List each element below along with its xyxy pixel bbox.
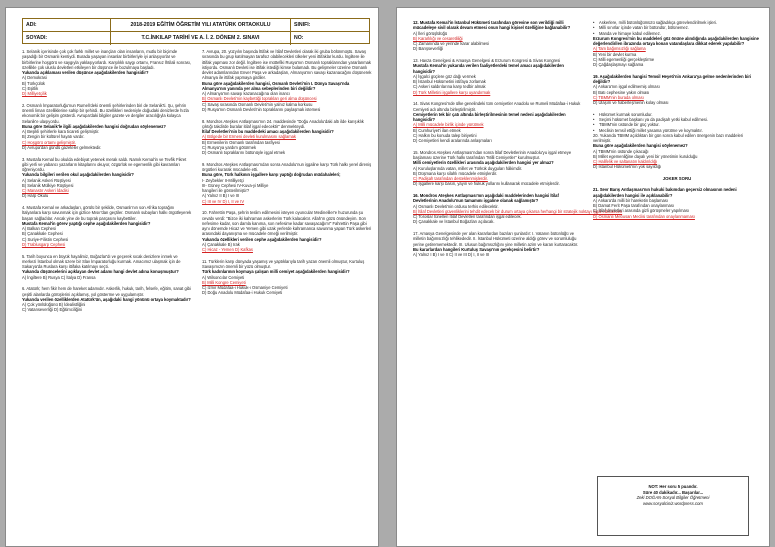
- question-text: 11. Türklerin karşı dünyada yaşamış ve yaptıklarıyla tarih yazan önemli olmuştur, Kurtuluş Savaşımızın önemli bir yüzü olmuştur.: [202, 258, 365, 269]
- left-question-column: [22, 49, 192, 544]
- question-prompt: 12. Mustafa Kemal'in İstanbul Hükümeti tarafından görevine son verildiği milli mücadeleye sivil olarak devam etmesi onun hangi kişisel özelliğine bağlanabilir?: [413, 20, 571, 31]
- premise-item: • Askerlere, milli bütünlüğümüzü sağladıkça görevlendirilmek işleri.: [593, 20, 761, 25]
- question-text: 17. Amasya Genelgesinde yer alan kararlardan bazıları şunlardır: I. Vatanın bütünlüğü ve milletin bağımsızlığı tehlikededir. II. İstanbul Hükümeti üzerine aldığı görev ve sorumluluğu yerine getirememektedir. III. Ulusun bağımsızlığını yine milletin azim ve kararı kurtaracaktır.: [413, 231, 579, 247]
- answer-option[interactable]: D) Trablusgarp Cephesi: [22, 241, 66, 247]
- question-text: 5. Tarih boyunca en büyük hayalimiz, Boğazlar'dı ve geçerek sıcak denizlere inmek ve merkezi İstanbul olmak üzere bir Slav İmparatorluğu kurmak. Amacımız ulaşmak için de Sakarya'da Ruslara karşı ittifaka katılmayı seçti.: [22, 253, 181, 269]
- answer-option[interactable]: A) Yalnız II B) I ve III: [202, 193, 240, 199]
- answer-option[interactable]: A) Milli mücadele birlik içinde yürütmek: [413, 122, 484, 128]
- answer-option[interactable]: A) TBMM'nin üstünde çıkacağı: [593, 148, 649, 154]
- answer-option[interactable]: A) Kuruluşlarında vatan, millet ve Türkük duyguları hâkimdir.: [413, 165, 523, 171]
- question-prompt: Cemiyetlerin tek bir çatı altında birleştirilmesinin temel nedeni aşağıdakilerden hangisidir?: [413, 111, 566, 122]
- answer-option[interactable]: B) İstanbul Hükümetini istifaya zorlamak: [413, 79, 486, 84]
- answer-option[interactable]: A) Yalnız I B) I ve II C) II ve III D) I, II ve III: [413, 252, 490, 257]
- premise-item: • Meclisin temsil ettiği millet yasama yürütme ve koymaktır.: [593, 128, 761, 133]
- answer-option[interactable]: D) İstanbul Hükümeti'nin yok sayıldığı: [593, 164, 662, 170]
- answer-option[interactable]: A) İşgalci güçlere göz dağı vermek: [413, 73, 476, 79]
- answer-option[interactable]: A) Bölgede bir Ermeni devleti kurulmasını sağlamak: [202, 134, 296, 140]
- question-text: 2. Osmanlı İmparatorluğu'nun Rumeli'deki önemli şehirlerinden biri de Selanik'ti. Şu, şehrin önemli liman özelliklerine sahip bir şehirdi. Bu özellikleri nedeniyle doğudaki denizlerde hızla ekonomik bir gelişim gösterdi. Avrupa'daki bilgiler gazete ve dergiler aracılığıyla kolayca Selanik'e ulaşıyordu.: [22, 102, 189, 124]
- answer-option[interactable]: C) TBMM'nin burada olması: [593, 94, 644, 100]
- answer-option[interactable]: D) Çanakkale ve İstanbul Boğazları açılacak.: [413, 219, 495, 225]
- question: [413, 101, 581, 143]
- answer-option[interactable]: C) İzmir Müdafaa-i Hukuk-ı Osmaniye Cemiyeti: [202, 285, 288, 290]
- question: [22, 103, 192, 150]
- answer-option[interactable]: A) İleri görüşlülüğü: [413, 30, 448, 36]
- answer-option[interactable]: D) Avrupa'dan gündü gazeteler gelmektedir.: [22, 144, 102, 150]
- answer-option[interactable]: D) Rusya'nın Osmanlı Devleti'nin topraklarını paylaşmak istemesi: [202, 106, 321, 112]
- far-question-column: [593, 20, 761, 472]
- answer-option[interactable]: C) III ve IV D) I, II ve IV: [202, 198, 245, 204]
- answer-option[interactable]: C) Rusya'ya yardım götürmek: [202, 144, 257, 150]
- question: [413, 193, 623, 225]
- question-text: 4. Mustafa Kemal ve arkadaşları, görülü bir şekilde, Osmanlı'nın son Afrika toprağını İtalyanlara karşı savunmak için gizlice Mısır'dan geçtiler. Osmanlı subayları halkı örgütleyerek başarı sağladılar. Ancak yine de bu toprak parçasını kaybettiler.: [22, 205, 192, 221]
- answer-option[interactable]: C) Hicaz - Yemen D) Kafkas: [202, 247, 253, 252]
- number-label: NO:: [294, 35, 304, 41]
- question: [202, 162, 372, 204]
- question: [593, 20, 761, 67]
- question-prompt: Yukarıda verilen özelliklerden Atatürk'ün, aşağıdaki hangi yönünü ortaya koymaktadır?: [22, 296, 191, 302]
- answer-option[interactable]: C) Manastır Askeri İdadisi: [22, 188, 69, 193]
- answer-option[interactable]: D) Milliyetçilik: [22, 91, 47, 96]
- answer-option[interactable]: B) Milli Kongre Cemiyeti: [202, 279, 246, 285]
- answer-option[interactable]: A) Wilsoncılar Cemiyeti: [202, 274, 245, 280]
- exam-page-2: [396, 7, 770, 547]
- answer-option[interactable]: D) Cemiyetleri kendi aralarında anlaşmaları: [413, 138, 492, 143]
- answer-option[interactable]: hangileri ile gösterilmiştir?: [202, 188, 250, 193]
- answer-option[interactable]: C) Vatanseverliği D) Eğitimciliğini: [22, 307, 82, 313]
- answer-option[interactable]: C) Eşitlik: [22, 85, 39, 91]
- answer-option[interactable]: B) Selanik Mülkiye Rüştiyesi: [22, 182, 74, 188]
- question-prompt: Bu kararlardan hangileri Kurtuluş Savaşı'nın gerekçesini belirtir?: [413, 246, 540, 252]
- question: [22, 157, 192, 199]
- answer-option[interactable]: B) Zengin bir kültürel hayatı vardır.: [22, 134, 85, 140]
- question-text: 15. Mondros Ateşkes Antlaşması'ndan sonra İtilaf Devletlerinin Anadolu'yu işgal etmeye başlaması üzerine Türk halkı tarafından "Milli Cemiyetler" kurulmuştur.: [413, 149, 572, 160]
- answer-option[interactable]: D) İşgallere karşı basın, yayın ve hukuk yollarını kullanarak mücadele etmişlerdir.: [413, 181, 560, 187]
- premise-item: • TBMM'nin üstünde bir güç yoktur.: [593, 122, 761, 127]
- question-text: 7. Avrupa, 20. yüzyılın başında İttifak ve İtilaf Devletleri olarak iki gruba bölünmüştü. Savaş sırasında bu grup katılmayan tarafsız olabilecekleri ülkeler yeni ittifaklar kurdu. İngiltere ile ittifak yapması zor değil. İngiltere ise müttefiki Rusya'nın Osmanlı topraklarından yararlanmak istiyordu. Osmanlı Devleti ise ittifak istediği kimse bulamadı. Bu gelişmeler üzerine Osmanlı devlet adamlarından Enver Paşa ve arkadaşları, Almanya'nın savaşı kazanacağını düşünerek Almanya ile ittifak yapmaya girdiler.: [202, 49, 372, 81]
- answer-option[interactable]: I- Zeybekler II-Milliyetçi: [202, 177, 244, 183]
- exam-subtitle: T.C.İNKILAP TARİHİ VE A. İ. 2. DÖNEM 2. SINAVI: [111, 32, 291, 45]
- answer-option[interactable]: A) İngiltere B) Rusya C) İtalya D) Fransa: [22, 274, 96, 280]
- exam-header: [22, 18, 370, 44]
- answer-option[interactable]: A) Çok yönlülüğünü B) İdealistliğini: [22, 302, 86, 307]
- joker-question-text: 21. Sevr Barış Antlaşması'nın hukuki bakımdan geçersiz olmasının nedeni aşağıdakilerden hangisi ile açıklanabilir?: [593, 187, 737, 198]
- question-prompt: 19. Aşağıdakilerden hangisi Temsil Heyeti'nin Ankara'ya gelme nedenlerinden biri değildir?: [593, 73, 752, 84]
- answer-option[interactable]: B) İtilaf Devletleri güvenliklerini tehdit edecek bir durum ortaya çıkarsa herhangi bir stratejik noktayı işgal edebilecek: [413, 208, 623, 214]
- question-text: 9. Mondros Ateşkes Antlaşması'ndan sonra Anadolu'nun işgaline karşı Türk halkı yerel direniş örgütleri kurarak mücadele etti.: [202, 161, 372, 172]
- question-text: 1. Selanik içerisinde çok çok farklı millet ve inançları olan insanların, mutlu bir biçimde yaşadığı bir Osmanlı kentiydi. Burada yaşayan insanlar birbirleriyle iyi anlaşıyorlar ve birbirlerine hoşgörü ve saygıyla yaklaşıyorlardı. Karşılıklı saygı ortamı, Fransız İhtilali sonrası, özellikle çok uluslu devletleri etkileyen bir düşünce ile bozulmaya başladı.: [22, 49, 192, 70]
- note-website: www.sosyalciniz.wordpress.com: [643, 500, 703, 506]
- answer-option[interactable]: A) Demokrasi: [22, 75, 47, 81]
- answer-option[interactable]: III- Güney Cephesi IV-Kuva-yi Milliye: [202, 182, 269, 188]
- question: [413, 58, 581, 95]
- answer-option[interactable]: A) Balkan Cephesi: [22, 226, 56, 231]
- exam-title: 2018-2019 EĞİTİM ÖĞRETİM YILI ATATÜRK ORTAOKULU: [111, 19, 291, 32]
- joker-title: JOKER SORU: [662, 176, 692, 181]
- answer-option[interactable]: B) Türkçülük: [22, 80, 45, 86]
- answer-option[interactable]: B) Çanakkale Cephesi: [22, 231, 63, 237]
- question-prompt: Buna göre aşağıdakilerden hangisi, Osmanlı Devleti'nin I. Dünya Savaşı'nda Almanya'nın yanında yer alma sebeplerinden biri değildir?: [202, 80, 350, 91]
- question: [413, 20, 581, 52]
- question-prompt: Yukarıda bilgileri verilen okul aşağıdakilerden hangisidir?: [22, 172, 134, 178]
- surname-label: SOYADI:: [23, 32, 111, 45]
- question: [22, 254, 192, 280]
- answer-option[interactable]: A) Almanya'nın savaşı kazanacağına olan inancı: [202, 91, 290, 96]
- answer-option[interactable]: C) Halkın bu konuda talep biriyetini: [413, 132, 477, 138]
- question-text: 10. Fahrettin Paşa, şehrin teslim edilmesini isteyen oyuncular Medineliler'e huzurunda şu cevabı verdi: "Bizce iki kahraman askerlerim Türk kalacaktır. Allah'ın gözü önündeyim. Son nefesime kadar, son damla kanıma, son nefesime kadar savaşacağım!" Fahrettin Paşa gibi aynı dönemde Hicaz ve Yemen gibi uzak yerlerde kahramanca savunma yapan Türk askerleri arasındaki dayanışma ve mücadele örneği verilmiştir.: [202, 210, 372, 237]
- joker-question: [593, 187, 761, 219]
- answer-option[interactable]: A) Çanakkale B) Irak: [202, 241, 240, 247]
- answer-option[interactable]: D) Osmanlı Mebusan Meclisi tarafından onaylanmaması: [593, 213, 695, 219]
- note-duration: Süre 40 dakikadır... Başarılar...: [642, 489, 704, 495]
- answer-option[interactable]: D) Ulaşım ve haberleşmenin kolay olması: [593, 100, 669, 105]
- question-text: 13. Havza Genelgesi & Amasya Genelgesi & Erzurum Kongresi & Sivas Kongresi: [413, 58, 561, 63]
- question: [22, 49, 192, 96]
- answer-option[interactable]: A) Beşikli şehirlerle kara ticareti gelişmiştir.: [22, 129, 100, 134]
- answer-option[interactable]: A) Ankara'nın işgal edilmemiş olması: [593, 84, 660, 90]
- answer-option[interactable]: C) Savaş sırasında Osmanlı Devleti'nin yalnız kalma korkusu: [202, 101, 313, 107]
- answer-option[interactable]: B) Cumhuriyet'i ilan etmek: [413, 127, 461, 133]
- answer-option[interactable]: A) Osmanlı Devleti'nin ordusu terhis edilecektir.: [413, 203, 499, 209]
- question-text: 6. Atatürk; hem fikir hem de hareket adamıdır. Askerlik, hukuk, tarih, felsefe, eğitim, sanat gibi çeşitli alanlarda görüşlerini açıklamış, yol gösterme ve uygulamıştır.: [22, 286, 191, 297]
- question: [202, 49, 372, 112]
- answer-option[interactable]: C) Hoşgörü ortamı gelişmiştir.: [22, 139, 76, 145]
- question: [413, 150, 581, 187]
- question-prompt: İtilaf Devletleri'nin bu maddedeki amacı aşağıdakilerden hangisidir?: [202, 129, 334, 134]
- question-prompt: Türk kadınlarının koymaya çalışan milli cemiyet aşağıdakilerden hangisidir?: [202, 269, 350, 275]
- question-prompt: Buna göre, Türk halkının işgallere karşı yaptığı doğrudan müdahaleleri;: [202, 172, 341, 178]
- answer-option[interactable]: C) Padişah tarafından desteklenmişlerdir.: [413, 176, 488, 181]
- question: [593, 74, 761, 106]
- question: [202, 259, 372, 296]
- answer-option[interactable]: B) Ermenilerin Osmanlı tarafından tasfiyesi: [202, 139, 280, 145]
- answer-option[interactable]: B) Yeni bir devlet kurma: [593, 51, 637, 57]
- question-prompt: Buna göre aşağıdakilerden hangisi söylenemez?: [593, 143, 688, 149]
- question-text: 3. Mustafa Kemal bu okulda edebiyat yetenek merak saldı. Namık Kemal'in ve Tevfik Fikret gibi yerli ve yabancı yazarların kitaplarını okuyor, özgürlük ve egemenlik gibi kavramları öğreniyordu.: [22, 156, 187, 172]
- answer-option[interactable]: C) Suriye-Filistin Cephesi: [22, 236, 69, 242]
- answer-option[interactable]: B) Kararlılığı ve cesaretliliği: [413, 35, 463, 41]
- answer-option[interactable]: B) Batı cephesine yakın olması: [593, 89, 650, 95]
- exam-page-1: [5, 7, 379, 547]
- answer-option[interactable]: C) Halifelik ve saltanatın kaldırıldığı: [593, 159, 658, 164]
- exam-note: [597, 476, 749, 536]
- answer-option[interactable]: B) Damat Ferit Paşa tarafından onaylanması: [593, 203, 675, 208]
- question-prompt: 16. Mondros Ateşkes Antlaşması'nın aşağıdaki maddelerinden hangisi İtilaf Devletlerinin Anadolu'nun tamamını işgaline olanak sağlamıştır?: [413, 193, 559, 204]
- answer-option[interactable]: D) Türk Milletini işgallere karşı uyandırmak: [413, 89, 491, 95]
- premise-item: • Milli sınırlar içinde vatan bir bütündür, bölünemez.: [593, 25, 761, 30]
- premise-item: • Seçimi hükümet başkanı ya da padişah yetki kabul edilmesi.: [593, 117, 761, 122]
- answer-option[interactable]: D) Doğu Anadolu Müdafaa-i Hukuk Cemiyeti: [202, 290, 283, 296]
- name-label: ADI:: [23, 19, 111, 32]
- answer-option[interactable]: B) Düşmana karşı silahlı mücadele etmişlerdir.: [413, 170, 498, 176]
- question-prompt: Yukarıda düşüncelerini açıklayan devlet adamı hangi devlet adına konuşmuştur?: [22, 269, 179, 275]
- question-text: 14. Sivas Kongresi'nde ülke genelindeki tüm cemiyetler Anadolu ve Rumeli Müdafaa-i Hukuk Cemiyeti adı altında birleştirilmiştir.: [413, 101, 581, 112]
- question-prompt: Yukarıda açıklaması verilen düşünce aşağıdakilerden hangisidir?: [22, 70, 149, 75]
- question-prompt: Milli cemiyetlerin özellikleri arasında aşağıdakilerden hangisi yer almaz?: [413, 160, 554, 166]
- question: [22, 286, 192, 312]
- question-prompt: Mustafa Kemal'in görev yaptığı cephe aşağıdakilerden hangisidir?: [22, 220, 151, 226]
- note-teacher: Zeki DOĞAN-Sosyal Bilgiler Öğretmeni: [636, 495, 710, 501]
- answer-option[interactable]: D) Barışseverliği: [413, 46, 444, 52]
- question: [202, 119, 372, 156]
- answer-option[interactable]: A) Selanik Askeri Rüştiyesi: [22, 177, 71, 183]
- question-prompt: Yukarıda özellikleri verilen cephe aşağıdakilerden hangisidir?: [202, 236, 322, 242]
- answer-option[interactable]: C) Milli egemenliği gerçekleştirme: [593, 56, 655, 62]
- answer-option[interactable]: C) İtilaf devletleri arasında gizli görüşmeler yapılması: [593, 208, 690, 214]
- premise-item: • Manda ve himaye kabul edilemez.: [593, 31, 761, 36]
- answer-option[interactable]: D) Osmanlı topraklarını bütünüyle işgal etmek: [202, 150, 286, 155]
- middle-question-column: [202, 49, 372, 544]
- question-text: 20. Yukarıda TBMM açıldıktan bir gün sonra kabul edilen önergenin bazı maddeleri verilmiştir.: [593, 132, 744, 143]
- answer-option[interactable]: B) Millet egemenliğine dayalı yeni bir yönetimin kurulduğu: [593, 153, 698, 159]
- answer-option[interactable]: B) Osmanlı Devleti'nin kaybettiği toprakları geri alma düşüncesi: [202, 96, 317, 102]
- answer-option[interactable]: C) Zamanında ve yerinde karar alabilmesi: [413, 41, 489, 46]
- question-text: 8. Mondros Ateşkes Antlaşması'nın 24. maddesinde "Doğu Anadolu'daki altı ilde karışıklık çıktığı takdirde buralar itilaf işgal edecektir" denmekteydi.: [202, 118, 364, 129]
- question: [413, 231, 581, 257]
- class-label: SINIFI:: [294, 22, 311, 28]
- answer-option[interactable]: A) Ankara'da milli bir hareketin başlaması: [593, 197, 668, 203]
- premise-item: • Hükümet kurmak sorumludur.: [593, 112, 761, 117]
- answer-option[interactable]: C) Askeri saldırılarına karşı tedbir almak: [413, 84, 486, 90]
- answer-option[interactable]: C) Toroslar tünelleri İtilaf Devletleri tarafından işgal edilecek.: [413, 214, 522, 219]
- answer-option[interactable]: D) Çağdaşlaşmayı sağlama: [593, 62, 644, 67]
- question-prompt: Mustafa Kemal'in yukarıda verilen faaliyetlerdeki temel amacı aşağıdakilerden hangisidir?: [413, 63, 564, 74]
- question: [202, 210, 372, 252]
- answer-option[interactable]: D) Harp Okulu: [22, 193, 49, 199]
- question: [22, 205, 192, 247]
- question-prompt: Buna göre Selanik'le ilgili aşağıdakilerden hangisi doğrudan söylenemez?: [22, 123, 166, 129]
- question-prompt: Erzurum Kongresi'nin bu maddeleri göz önüne alındığında aşağıdakilerden hangisine değerlendirilen ibrazında ortaya konan vatandaşlara dikkat ederek yapılabilir?: [593, 35, 759, 46]
- answer-option[interactable]: A) Tam bağımsızlığı sağlama: [593, 46, 646, 52]
- note-points: NOT: Her soru 5 puandır.: [648, 484, 698, 489]
- question: [593, 112, 761, 170]
